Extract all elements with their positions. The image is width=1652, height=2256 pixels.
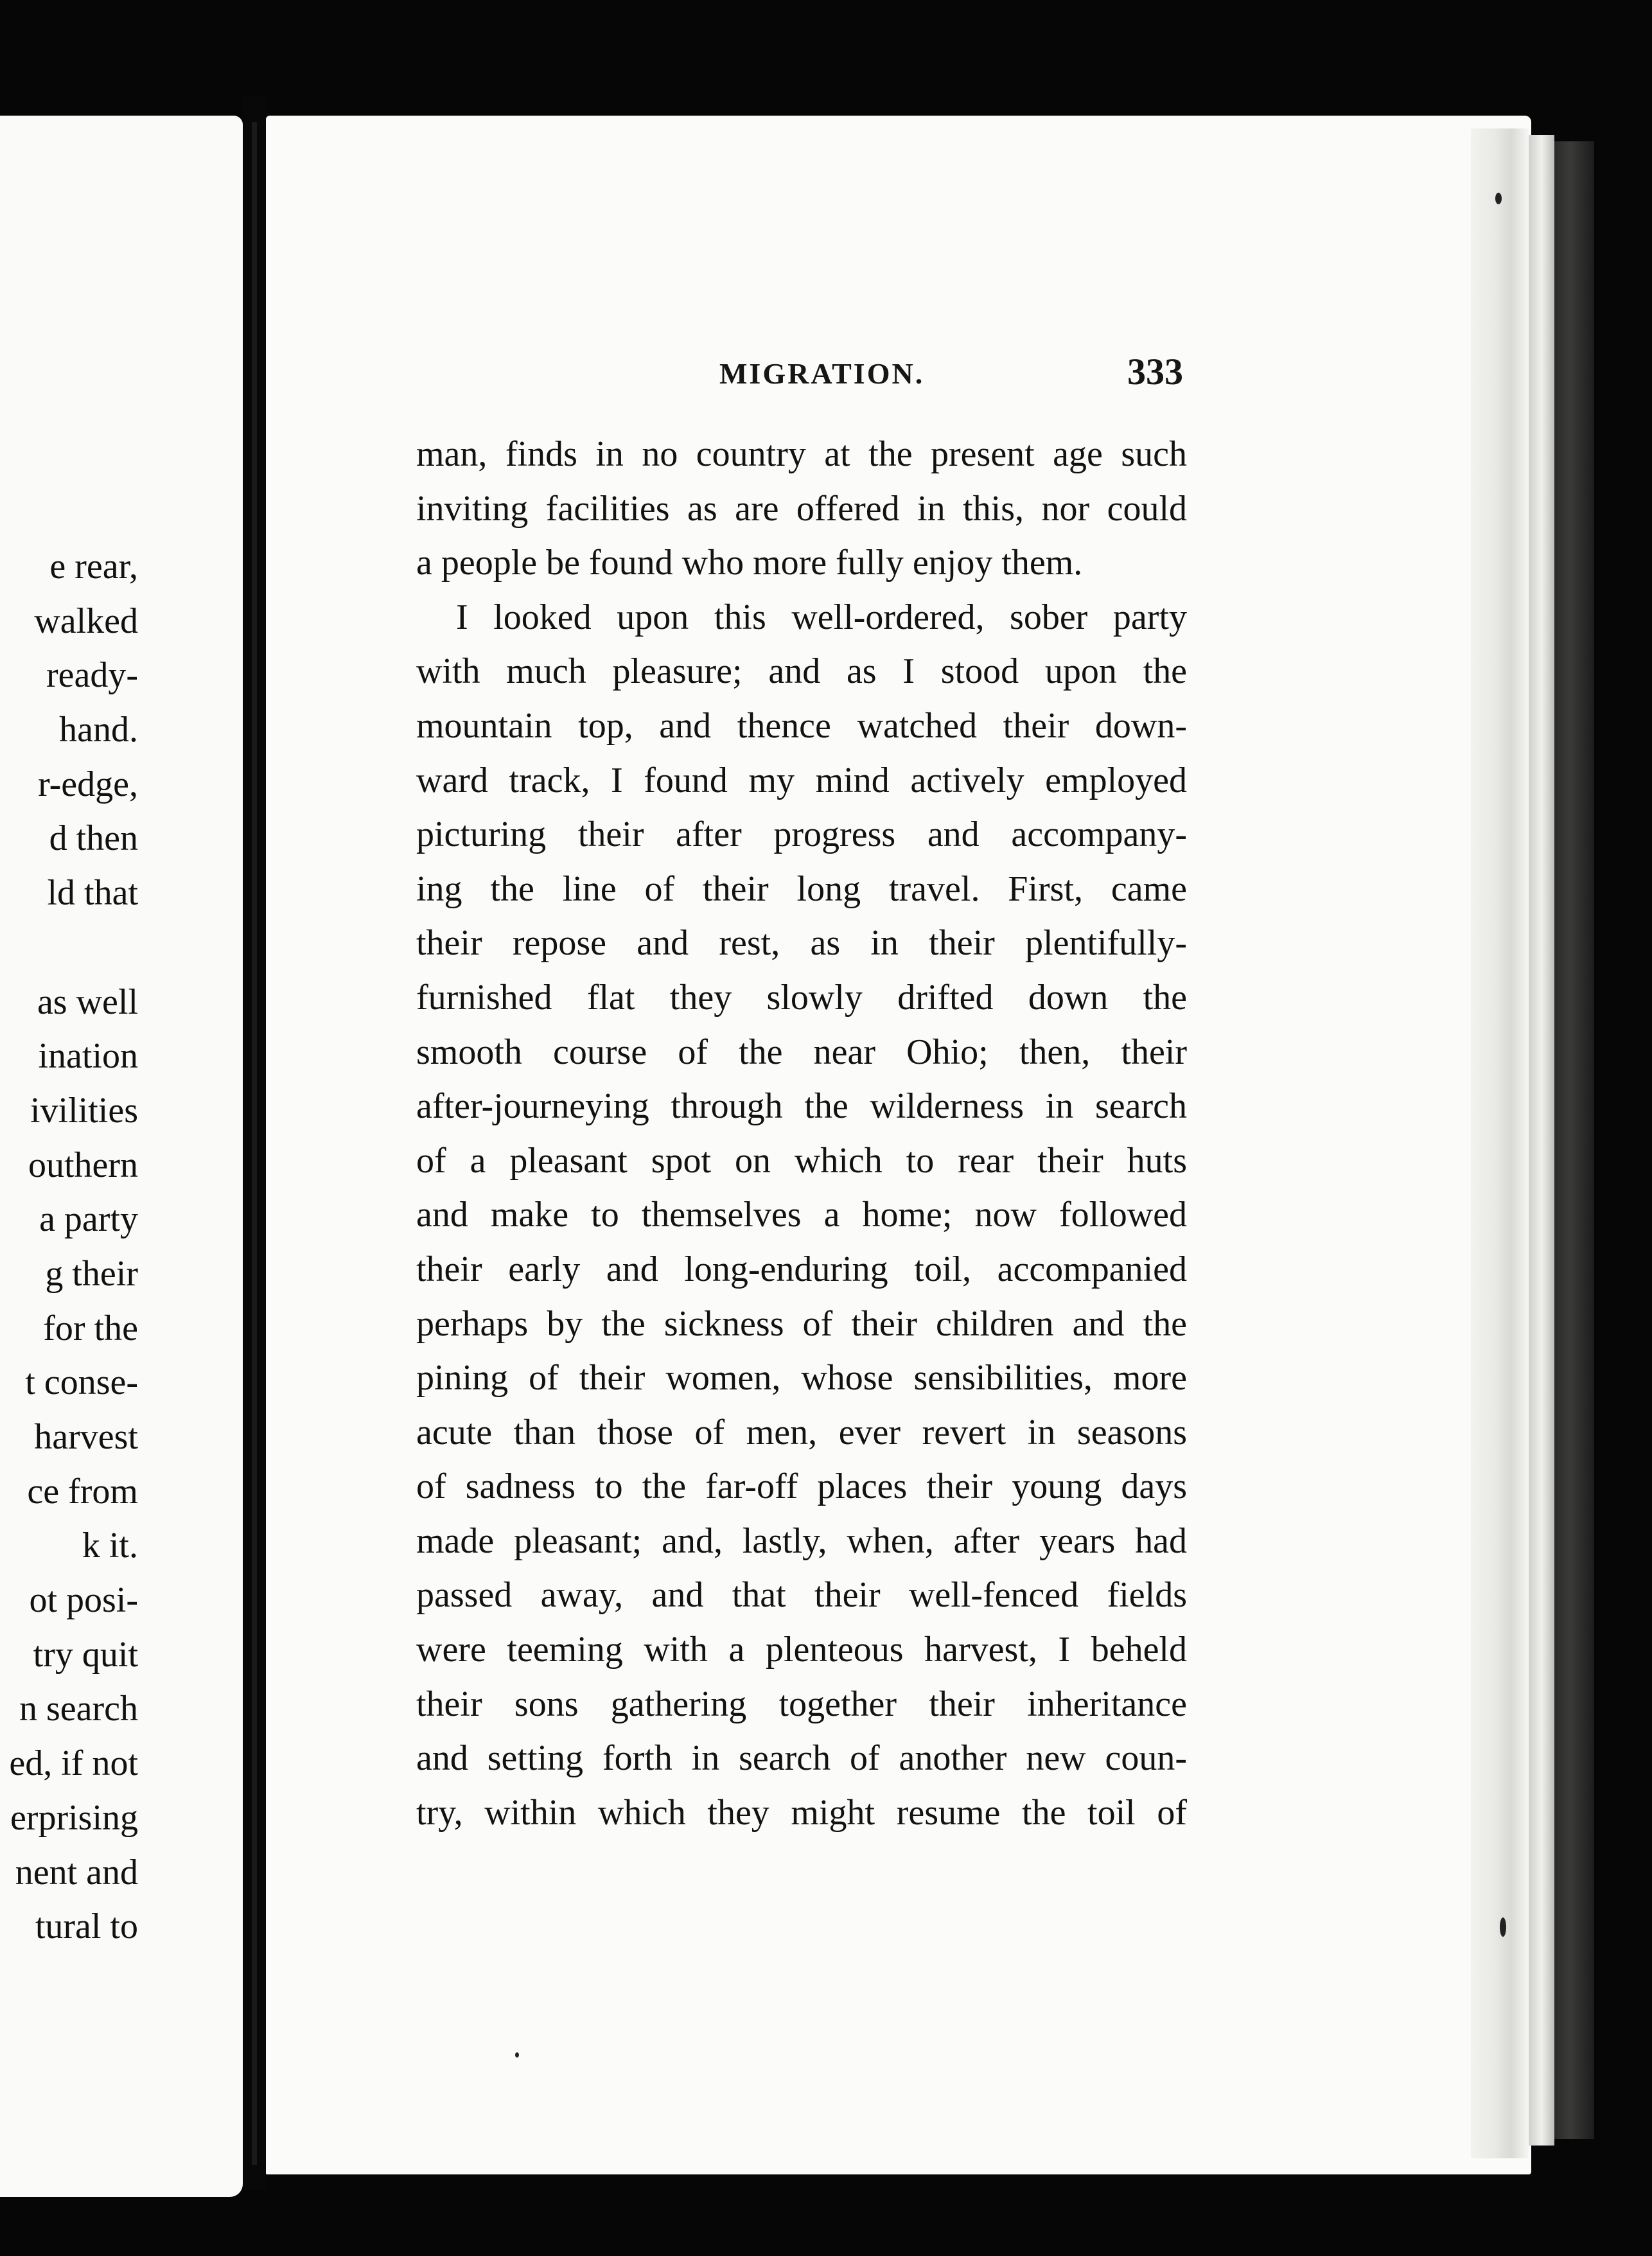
body-text xyxy=(416,427,1187,1840)
facing-page-line: erprising xyxy=(10,1797,138,1838)
text-line: try, within which they might resume the toil of xyxy=(416,1792,1187,1833)
text-line: smooth course of the near Ohio; then, their xyxy=(416,1032,1187,1072)
text-line: and setting forth in search of another new coun- xyxy=(416,1738,1187,1779)
text-line: man, finds in no country at the present age such xyxy=(416,434,1187,474)
running-head: MIGRATION. xyxy=(719,357,925,390)
text-line: mountain top, and thence watched their down- xyxy=(416,705,1187,746)
text-line: ing the line of their long travel. First, came xyxy=(416,868,1187,909)
facing-page-line xyxy=(0,921,138,975)
text-line: of a pleasant spot on which to rear their huts xyxy=(416,1140,1187,1181)
text-line: their early and long-enduring toil, accompanied xyxy=(416,1249,1187,1289)
text-line: passed away, and that their well-fenced fields xyxy=(416,1575,1187,1616)
text-line: picturing their after progress and accompany- xyxy=(416,815,1187,855)
facing-page-left xyxy=(0,116,243,2197)
facing-page-line: ination xyxy=(38,1036,138,1077)
text-line: and make to themselves a home; now followed xyxy=(416,1195,1187,1235)
text-line: acute than those of men, ever revert in seasons xyxy=(416,1412,1187,1452)
facing-page-line: try quit xyxy=(33,1634,138,1675)
text-line: their repose and rest, as in their plentifully- xyxy=(416,923,1187,964)
ink-speck xyxy=(1495,193,1502,204)
book-cover-edge xyxy=(1554,141,1594,2139)
facing-page-line: outhern xyxy=(28,1145,138,1185)
facing-page-line: ce from xyxy=(27,1471,138,1511)
text-line: of sadness to the far-off places their young days xyxy=(416,1467,1187,1507)
facing-page-line: for the xyxy=(43,1308,138,1348)
text-line: their sons gathering together their inheritance xyxy=(416,1684,1187,1724)
facing-page-line: d then xyxy=(49,818,138,859)
facing-page-line: tural to xyxy=(35,1907,138,1947)
text-line: made pleasant; and, lastly, when, after years had xyxy=(416,1520,1187,1561)
facing-page-line: t conse- xyxy=(25,1362,138,1403)
facing-page-line: e rear, xyxy=(49,547,138,586)
text-line: ward track, I found my mind actively employed xyxy=(416,760,1187,800)
facing-page-line: walked xyxy=(34,601,138,641)
text-line: pining of their women, whose sensibilities, more xyxy=(416,1358,1187,1398)
facing-page-line: k it. xyxy=(82,1526,138,1566)
text-line: with much pleasure; and as I stood upon the xyxy=(416,651,1187,692)
ink-speck xyxy=(1500,1917,1506,1937)
page-number: 333 xyxy=(1127,351,1183,392)
facing-page-line: g their xyxy=(45,1253,138,1294)
facing-page-line: ed, if not xyxy=(9,1743,138,1784)
facing-page-line: n search xyxy=(19,1689,138,1729)
text-line: furnished flat they slowly drifted down the xyxy=(416,977,1187,1018)
text-line: a people be found who more fully enjoy them. xyxy=(416,543,1083,583)
facing-page-line: r-edge, xyxy=(38,764,138,804)
facing-page-line: hand. xyxy=(59,710,138,750)
facing-page-line: as well xyxy=(37,982,138,1022)
page-edges-inner xyxy=(1529,135,1554,2146)
ink-speck xyxy=(515,2052,519,2058)
facing-page-line: ld that xyxy=(47,873,138,913)
text-line: were teeming with a plenteous harvest, I beheld xyxy=(416,1630,1187,1670)
text-line: inviting facilities as are offered in this, nor could xyxy=(416,488,1187,529)
text-line: I looked upon this well-ordered, sober party xyxy=(456,597,1187,637)
facing-page-line: ot posi- xyxy=(29,1580,138,1621)
facing-page-line: ivilities xyxy=(30,1090,138,1131)
facing-page-line: harvest xyxy=(34,1417,138,1457)
facing-page-line: a party xyxy=(39,1199,138,1240)
binding-shadow xyxy=(252,122,257,2165)
text-line: perhaps by the sickness of their children and the xyxy=(416,1303,1187,1344)
facing-page-line: ready- xyxy=(46,655,138,696)
text-line: after-journeying through the wilderness in search xyxy=(416,1086,1187,1127)
facing-page-line: nent and xyxy=(15,1852,138,1892)
facing-page-text xyxy=(0,540,138,1954)
page-edges xyxy=(1471,128,1529,2158)
